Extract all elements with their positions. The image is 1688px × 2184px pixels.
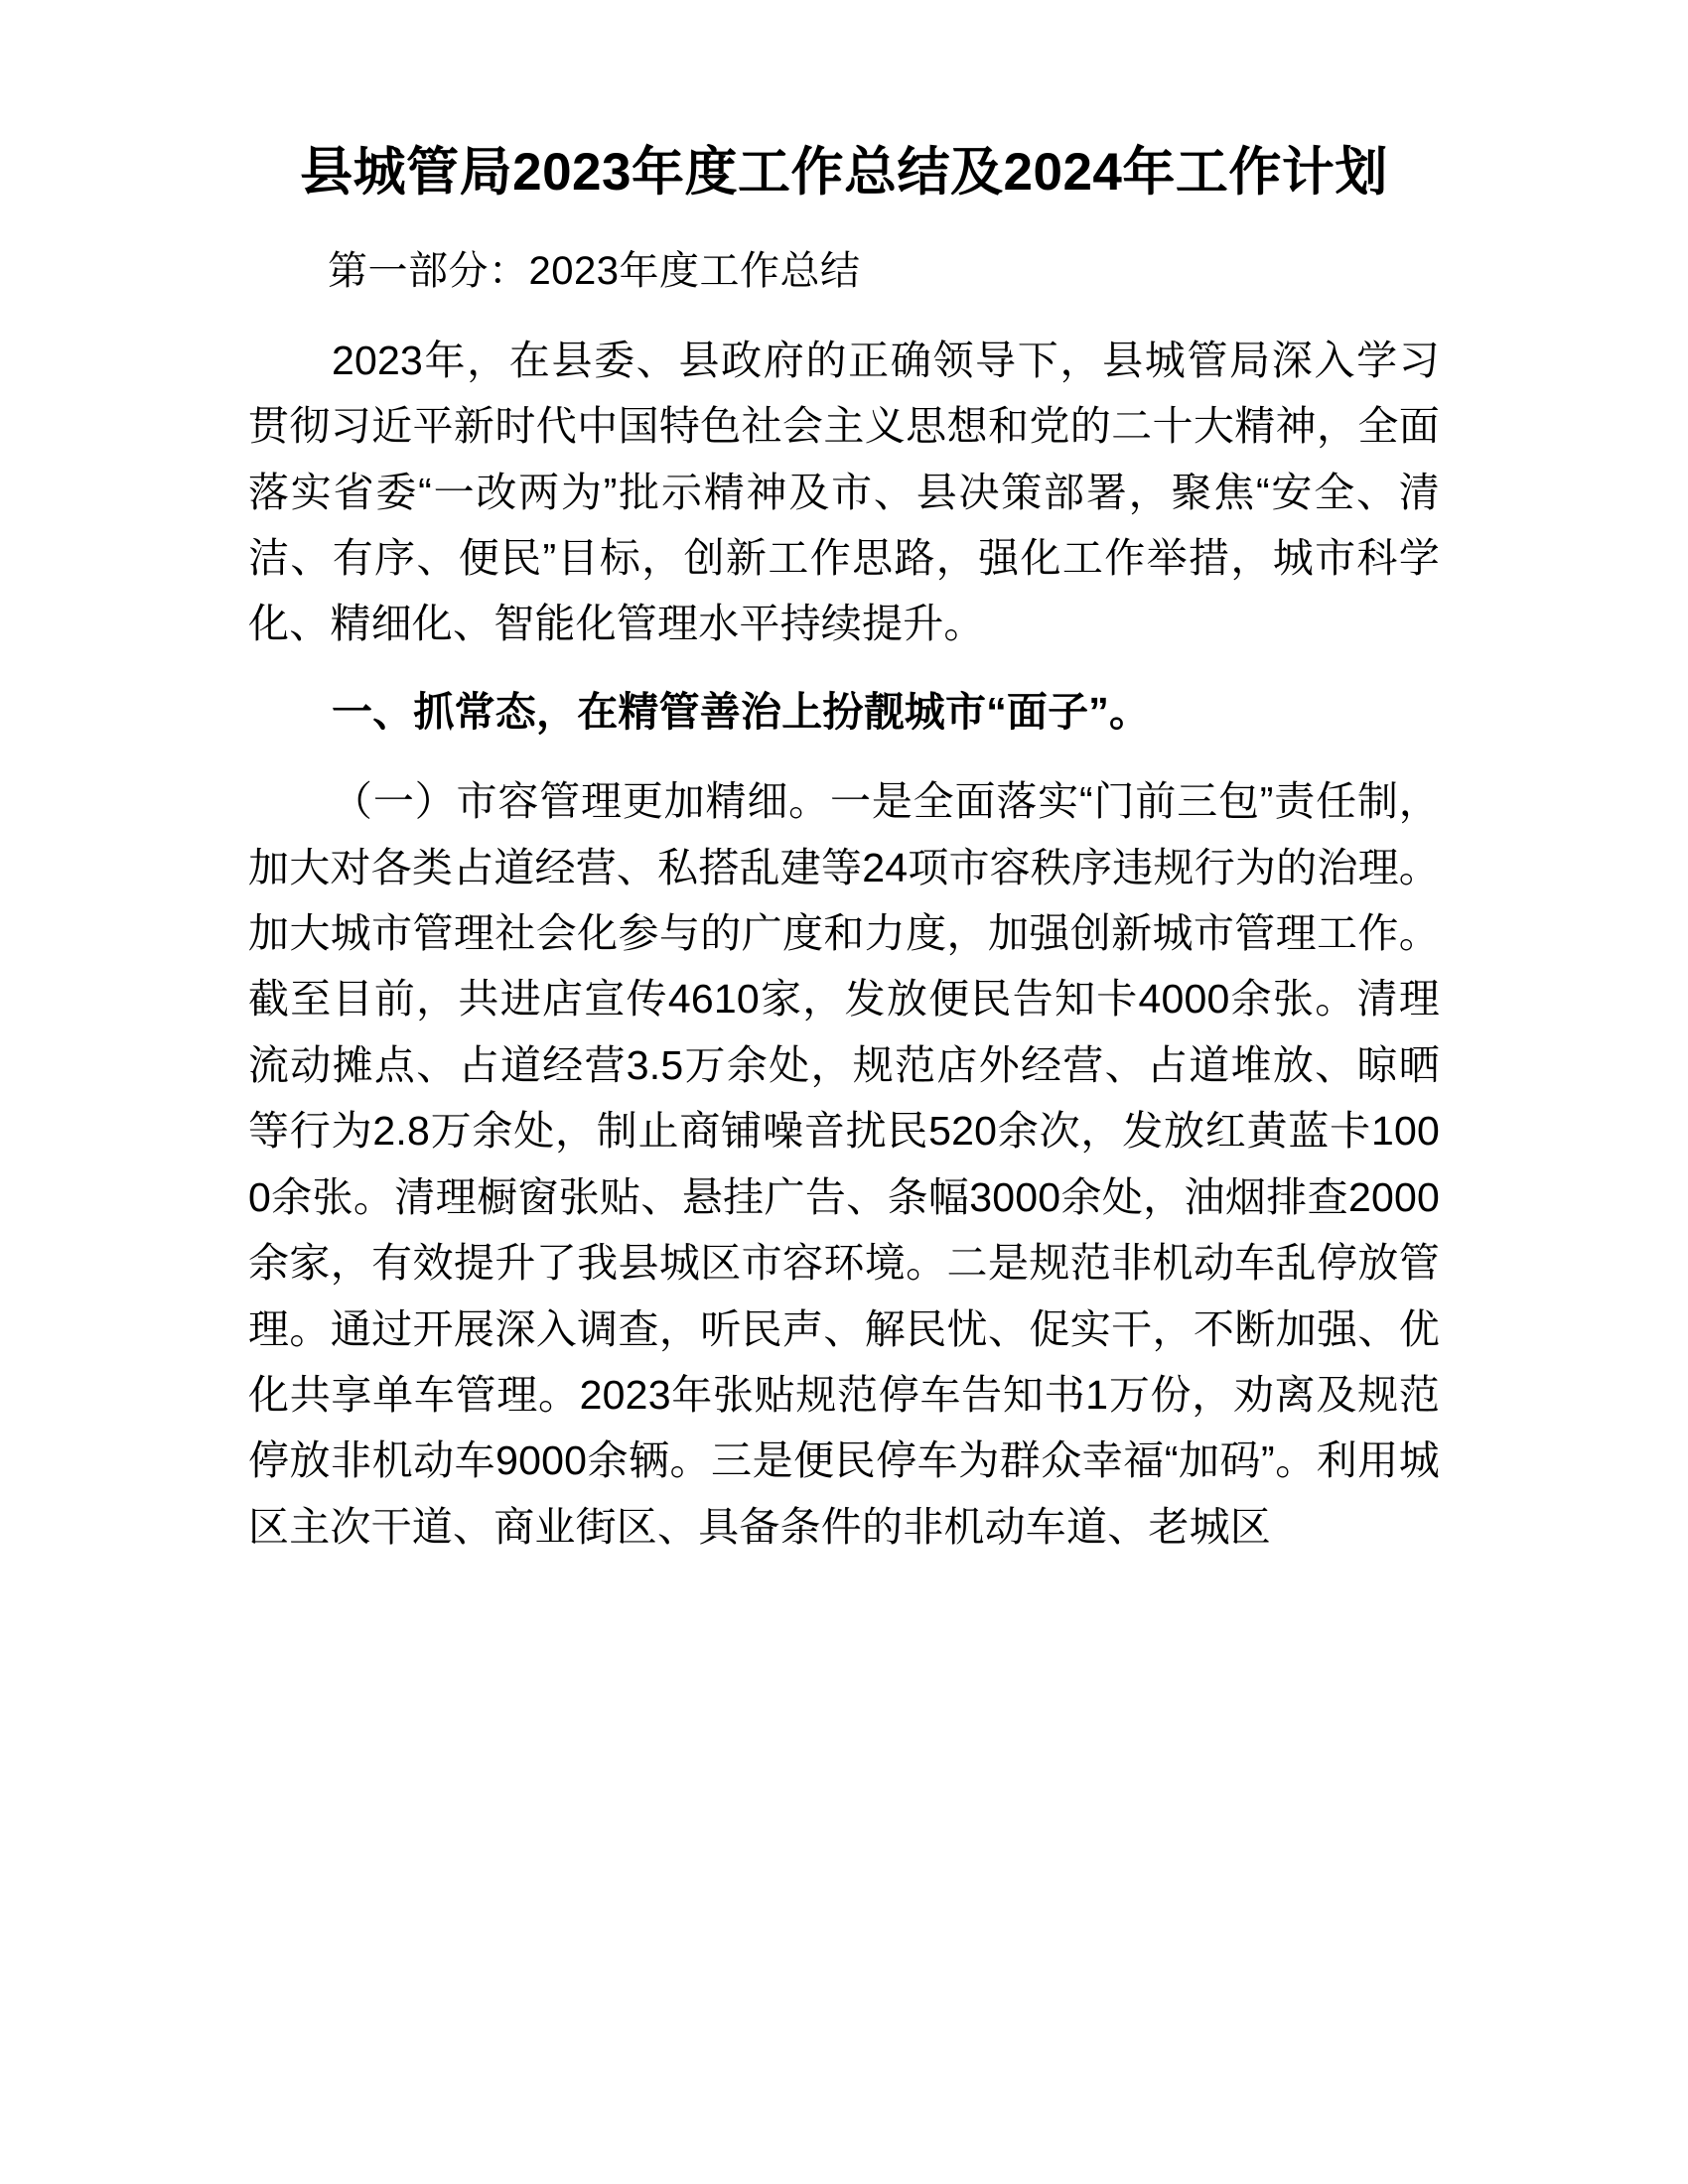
- page-title: 县城管局2023年度工作总结及2024年工作计划: [300, 143, 1388, 202]
- paragraph-subsection-one: （一）市容管理更加精细。一是全面落实“门前三包”责任制，加大对各类占道经营、私搭乱建等24项市容秩序违规行为的治理。加大城市管理社会化参与的广度和力度，加强创新城市管理工作。截至目前，共进店宣传4610家，发放便民告知卡4000余张。清理流动摊点、占道经营3.5万余处，规范店外经营、占道堆放、晾晒等行为2.8万余处，制止商铺噪音扰民520余次，发放红黄蓝卡1000余张。清理橱窗张贴、悬挂广告、条幅3000余处，油烟排查2000余家，有效提升了我县城区市容环境。二是规范非机动车乱停放管理。通过开展深入调查，听民声、解民忧、促实干，不断加强、优化共享单车管理。2023年张贴规范停车告知书1万份，劝离及规范停放非机动车9000余辆。三是便民停车为群众幸福“加码”。利用城区主次干道、商业街区、具备条件的非机动车道、老城区: [248, 778, 1440, 1550]
- paragraph-section-one-heading: 一、抓常态，在精管善治上扮靓城市“面子”。: [332, 688, 1151, 735]
- paragraph-overview: 2023年，在县委、县政府的正确领导下，县城管局深入学习贯彻习近平新时代中国特色社会主义思想和党的二十大精神，全面落实省委“一改两为”批示精神及市、县决策部署，聚焦“安全、清洁、有序、便民”目标，创新工作思路，强化工作举措，城市科学化、精细化、智能化管理水平持续提升。: [248, 337, 1440, 647]
- part-label: 第一部分：2023年度工作总结: [328, 248, 861, 293]
